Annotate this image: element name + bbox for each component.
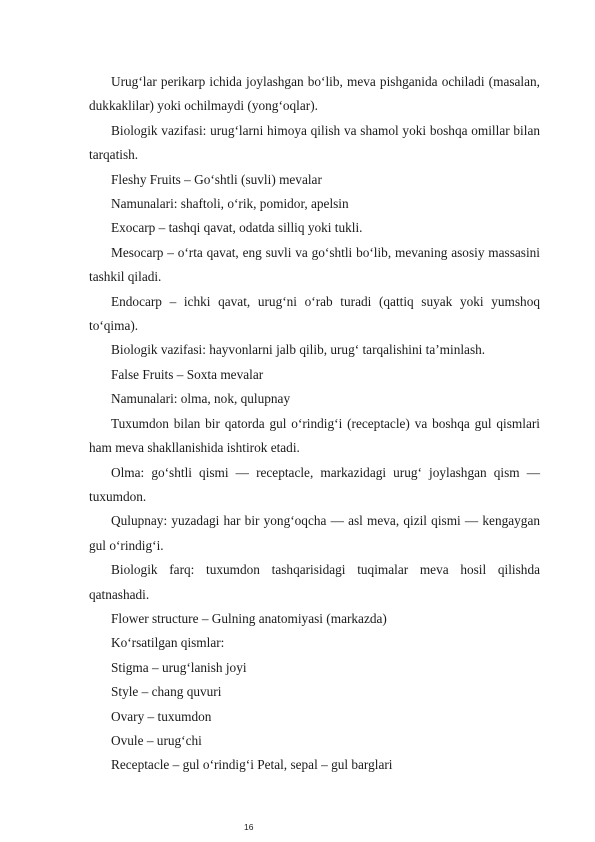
paragraph-apple: Olma: go‘shtli qismi — receptacle, markazidagi urug‘ joylashgan qism — tuxumdon. [89, 464, 540, 504]
paragraph-seeds-in-pericarp: Urug‘lar perikarp ichida joylashgan bo‘lib, meva pishganida ochiladi (masalan, dukkaklilar) yoki ochilmaydi (yong‘oqlar). [89, 74, 540, 114]
heading-fleshy-fruits: Fleshy Fruits – Go‘shtli (suvli) mevalar [111, 171, 322, 187]
paragraph-receptacle-role: Tuxumdon bilan bir qatorda gul o‘rindig‘i (receptacle) va boshqa gul qismlari ham meva shakllanishida ishtirok etadi. [89, 415, 540, 456]
paragraph-endocarp: Endocarp – ichki qavat, urug‘ni o‘rab turadi (qattiq suyak yoki yumshoq to‘qima). [89, 293, 540, 334]
list-item-receptacle: Receptacle – gul o‘rindig‘i Petal, sepal – gul barglari [111, 757, 393, 773]
list-item-style: Style – chang quvuri [111, 684, 222, 700]
list-item-ovary: Ovary – tuxumdon [111, 708, 212, 724]
paragraph-exocarp: Exocarp – tashqi qavat, odatda silliq yoki tukli. [111, 220, 363, 236]
paragraph-biological-function-fleshy: Biologik vazifasi: hayvonlarni jalb qilib, urug‘ tarqalishini ta’minlash. [111, 342, 486, 358]
paragraph-fleshy-examples: Namunalari: shaftoli, o‘rik, pomidor, apelsin [111, 196, 349, 212]
paragraph-false-examples: Namunalari: olma, nok, qulupnay [111, 391, 291, 407]
paragraph-mesocarp: Mesocarp – o‘rta qavat, eng suvli va go‘shtli bo‘lib, mevaning asosiy massasini tashkil qiladi. [89, 244, 540, 285]
page-number: 16 [244, 822, 254, 832]
page-content [89, 70, 540, 778]
paragraph-biological-function-dry: Biologik vazifasi: urug‘larni himoya qilish va shamol yoki boshqa omillar bilan tarqatish. [89, 122, 540, 163]
heading-flower-structure: Flower structure – Gulning anatomiyasi (markazda) [111, 610, 387, 626]
paragraph-biological-difference: Biologik farq: tuxumdon tashqarisidagi tuqimalar meva hosil qilishda qatnashadi. [89, 562, 540, 602]
paragraph-strawberry: Qulupnay: yuzadagi har bir yong‘oqcha — asl meva, qizil qismi — kengaygan gul o‘rindig‘i. [89, 513, 540, 553]
list-item-stigma: Stigma – urug‘lanish joyi [111, 659, 247, 675]
heading-false-fruits: False Fruits – Soxta mevalar [111, 366, 264, 382]
list-item-ovule: Ovule – urug‘chi [111, 732, 202, 748]
paragraph-shown-parts: Ko‘rsatilgan qismlar: [111, 635, 225, 651]
